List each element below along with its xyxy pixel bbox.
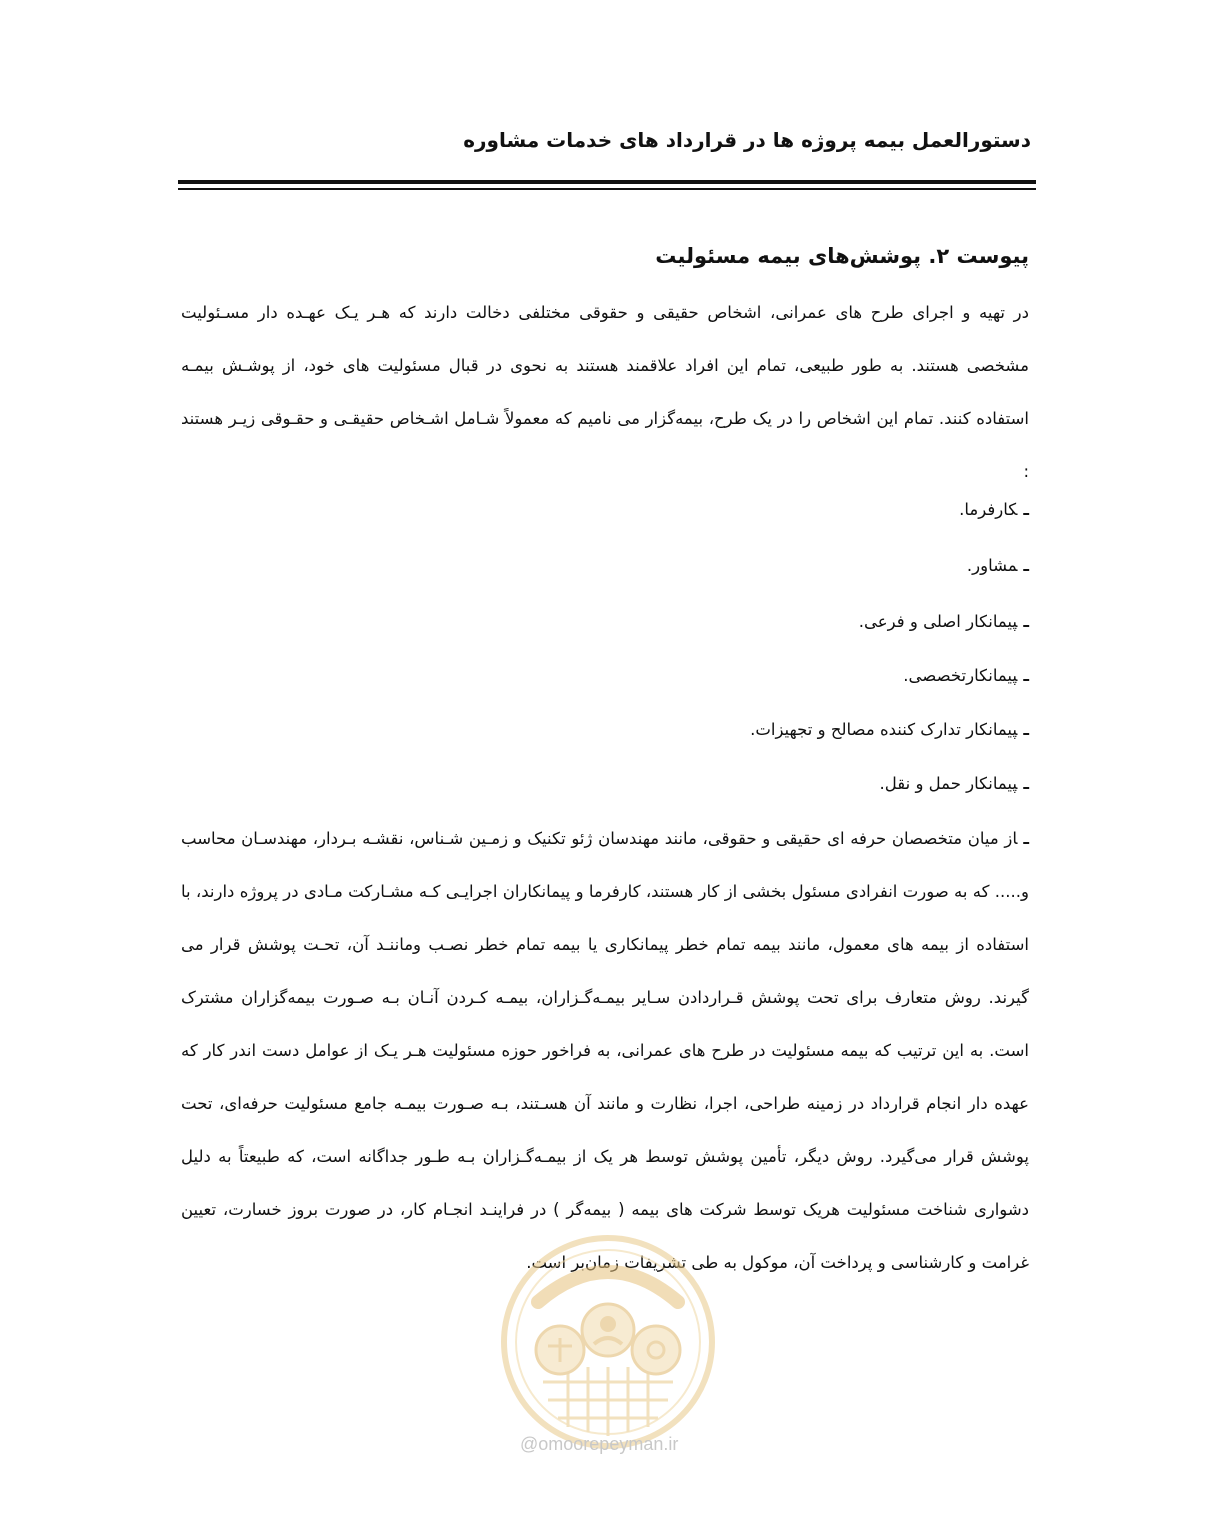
header-rule-thin [178, 188, 1036, 190]
bullet-dash: ـ [1023, 556, 1029, 575]
list-item-text: پیمانکارتخصصی. [903, 666, 1018, 685]
watermark-url: @omoorepeyman.ir [520, 1434, 679, 1454]
list-item-text: پیمانکار اصلی و فرعی. [858, 612, 1018, 631]
bullet-dash: ـ [1023, 720, 1029, 739]
list-item-text: کارفرما. [959, 500, 1018, 519]
list-item [189, 556, 1029, 575]
list-item-text: مشاور. [966, 556, 1018, 575]
bullet-dash: ـ [1023, 612, 1029, 631]
intro-paragraph: در تهیه و اجرای طرح های عمرانی، اشخاص حقیقی و حقوقی مختلفی دخالت دارند که هـر یـک عهـده دار مسـئولیت مشخصی هستند. به طور طبیعی، تمام این افراد علاقمند هستند به نحوی در قبال مسئولیت های خود، از پوشـش بیمـه استفاده کنند. تمام این اشخاص را در یک طرح، بیمه‌گزار می نامیم که معمولاً شـامل اشـخاص حقیقـی و حقـوقی زیـر هستند : [181, 303, 1029, 481]
document-header-title: دستورالعمل بیمه پروژه ها در قرارداد های خدمات مشاوره [463, 128, 1031, 152]
list-item [189, 500, 1029, 519]
bullet-dash: ـ [1023, 774, 1029, 793]
list-item-text: پیمانکار حمل و نقل. [879, 774, 1018, 793]
list-item [189, 774, 1029, 793]
list-item-text: پیمانکار تدارک کننده مصالح و تجهیزات. [750, 720, 1018, 739]
section-title: پیوست ۲. پوشش‌های بیمه مسئولیت [655, 244, 1029, 268]
bullet-dash: ـ [1023, 666, 1029, 685]
bullet-dash: ـ [1023, 829, 1029, 848]
header-rule-thick [178, 180, 1036, 184]
list-item [189, 612, 1029, 631]
omoore-peyman-seal-icon [498, 1232, 718, 1452]
bullet-dash: ـ [1023, 500, 1029, 519]
main-paragraph [181, 812, 1029, 1289]
list-item [189, 720, 1029, 739]
list-item [189, 666, 1029, 685]
main-paragraph-text: از میان متخصصان حرفه ای حقیقی و حقوقی، مانند مهندسان ژئو تکنیک و زمـین شـناس، نقشـه بـردار، مهندسـان محاسب و..... که به صورت انفرادی مسئول بخشی از کار هستند، کارفرما و پیمانکاران اجرایـی کـه مشـارکت مـادی در پروژه دارند، با استفاده از بیمه های معمول، مانند بیمه تمام خطر پیمانکاری یا بیمه تمام خطر نصـب وماننـد آن، تحـت پوشش قرار می گیرند. روش متعارف برای تحت پوشش قـراردادن سـایر بیمـه‌گـزاران، بیمـه کـردن آنـان بـه صـورت بیمه‌گزاران مشترک است. به این ترتیب که بیمه مسئولیت در طرح های عمرانی، به فراخور حوزه مسئولیت هـر یـک از عوامل دست اندر کار که عهده دار انجام قرارداد در زمینه طراحی، اجرا، نظارت و مانند آن هسـتند، بـه صـورت بیمـه جامع مسئولیت حرفه‌ای، تحت پوشش قرار می‌گیرد. روش دیگر، تأمین پوشش توسط هر یک از بیمـه‌گـزاران بـه طـور جداگانه است، که طبیعتاً به دلیل دشواری شناخت مسئولیت هریک توسط شرکت های بیمه ( بیمه‌گر ) در فراینـد انجـام کار، در صورت بروز خسارت، تعیین غرامت و کارشناسی و پرداخت آن، موکول به طی تشریفات زمان‌بر است. [181, 829, 1029, 1272]
